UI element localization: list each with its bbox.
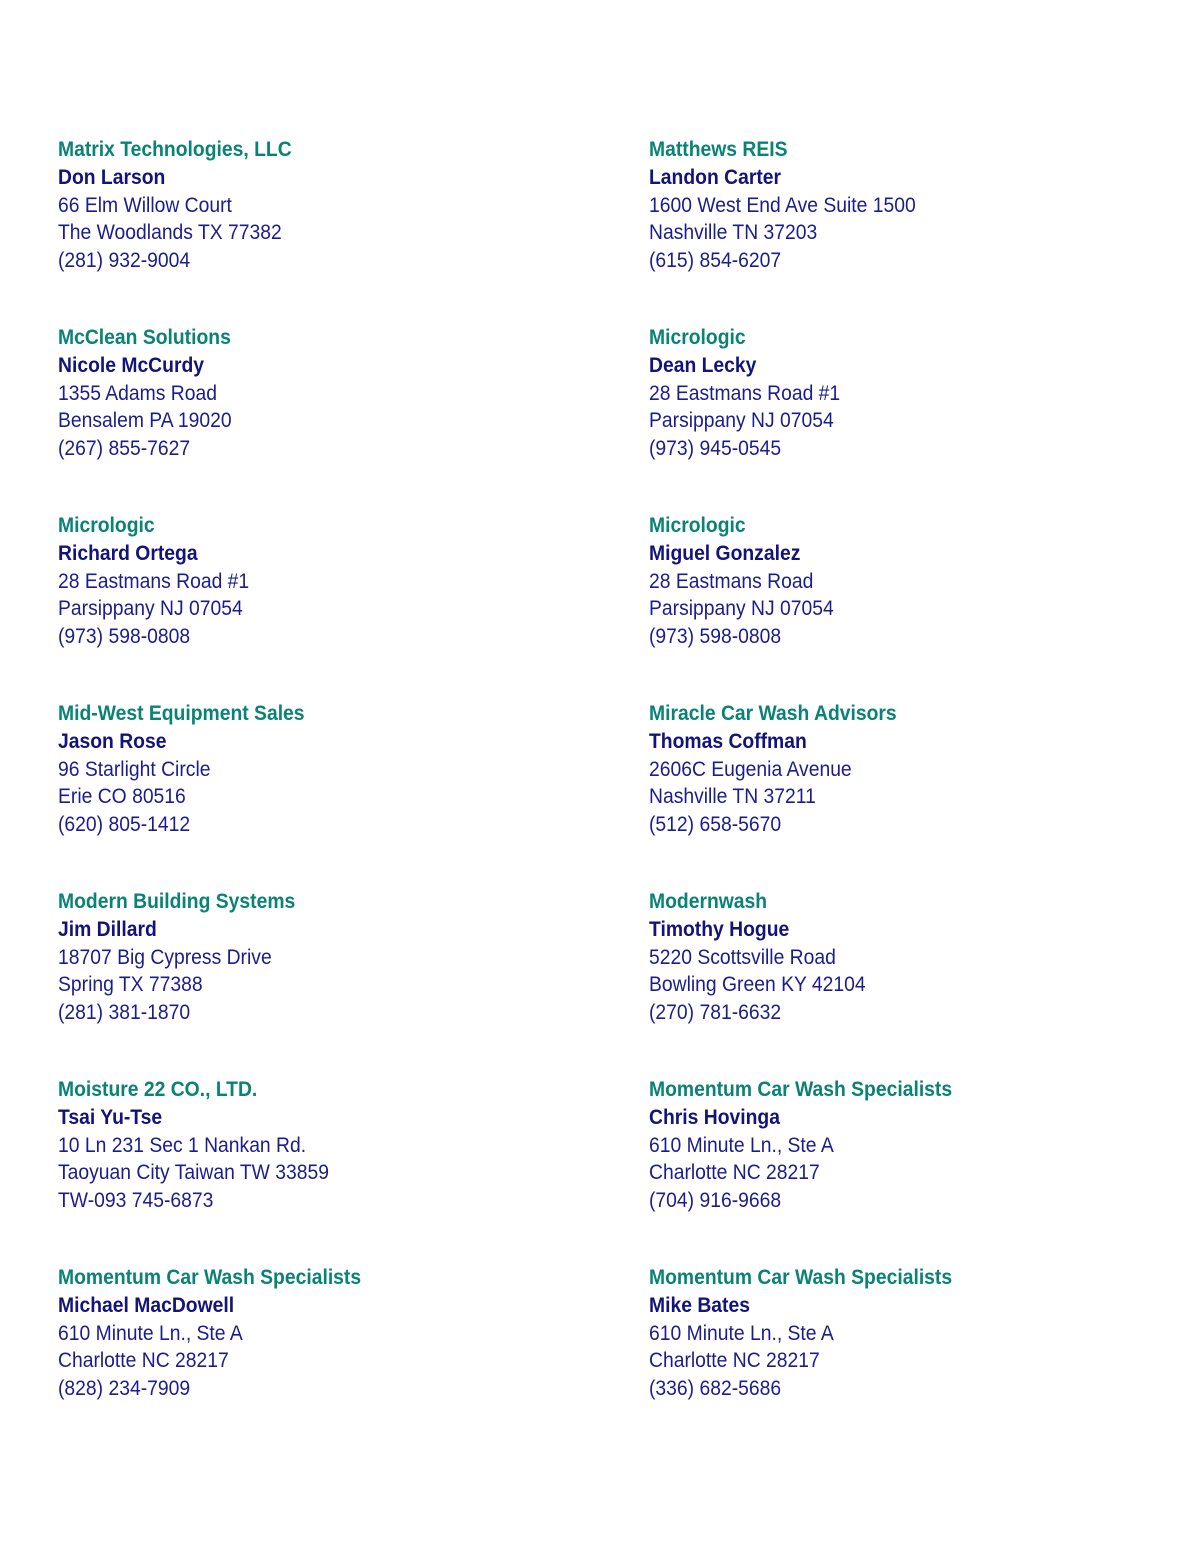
phone-number: (281) 381-1870 [58, 1001, 191, 1025]
city-state-zip: Parsippany NJ 07054 [649, 597, 834, 621]
company-name: Micrologic [649, 326, 746, 349]
phone-number: (704) 916-9668 [649, 1189, 782, 1213]
contact-entry [58, 1076, 649, 1264]
contact-entry [58, 700, 649, 888]
contact-name: Chris Hovinga [649, 1105, 780, 1129]
street-address: 28 Eastmans Road #1 [58, 569, 250, 593]
city-state-zip: Parsippany NJ 07054 [649, 409, 834, 433]
street-address: 1600 West End Ave Suite 1500 [649, 193, 916, 217]
contact-name: Timothy Hogue [649, 917, 790, 941]
contact-name: Landon Carter [649, 165, 782, 189]
contact-entry [649, 1264, 1158, 1452]
phone-number: (973) 598-0808 [58, 625, 191, 649]
contact-directory [58, 136, 1158, 1452]
contact-entry [58, 1264, 649, 1452]
contact-name: Richard Ortega [58, 541, 198, 565]
phone-number: (281) 932-9004 [58, 249, 191, 273]
street-address: 66 Elm Willow Court [58, 193, 232, 217]
contact-name: Nicole McCurdy [58, 353, 205, 377]
company-name: McClean Solutions [58, 326, 231, 349]
company-name: Modern Building Systems [58, 890, 296, 913]
company-name: Miracle Car Wash Advisors [649, 702, 897, 725]
street-address: 28 Eastmans Road [649, 569, 814, 593]
street-address: 5220 Scottsville Road [649, 945, 836, 969]
street-address: 610 Minute Ln., Ste A [649, 1321, 834, 1345]
city-state-zip: Charlotte NC 28217 [58, 1349, 229, 1373]
company-name: Moisture 22 CO., LTD. [58, 1078, 258, 1101]
street-address: 610 Minute Ln., Ste A [649, 1133, 834, 1157]
street-address: 18707 Big Cypress Drive [58, 945, 272, 969]
contact-name: Dean Lecky [649, 353, 757, 377]
company-name: Mid-West Equipment Sales [58, 702, 305, 725]
street-address: 1355 Adams Road [58, 381, 217, 405]
street-address: 2606C Eugenia Avenue [649, 757, 852, 781]
contact-name: Tsai Yu-Tse [58, 1105, 163, 1129]
contact-entry [58, 324, 649, 512]
contact-entry [58, 136, 649, 324]
contact-entry [649, 512, 1158, 700]
company-name: Modernwash [649, 890, 768, 913]
phone-number: (828) 234-7909 [58, 1377, 191, 1401]
street-address: 96 Starlight Circle [58, 757, 211, 781]
city-state-zip: Erie CO 80516 [58, 785, 186, 809]
company-name: Matthews REIS [649, 138, 788, 161]
phone-number: (270) 781-6632 [649, 1001, 782, 1025]
phone-number: (973) 598-0808 [649, 625, 782, 649]
contact-entry [649, 136, 1158, 324]
contact-name: Don Larson [58, 165, 166, 189]
city-state-zip: The Woodlands TX 77382 [58, 221, 282, 245]
company-name: Micrologic [649, 514, 746, 537]
contact-entry [649, 324, 1158, 512]
phone-number: (336) 682-5686 [649, 1377, 782, 1401]
city-state-zip: Taoyuan City Taiwan TW 33859 [58, 1161, 329, 1185]
company-name: Momentum Car Wash Specialists [58, 1266, 362, 1289]
street-address: 10 Ln 231 Sec 1 Nankan Rd. [58, 1133, 307, 1157]
contact-entry [58, 512, 649, 700]
city-state-zip: Charlotte NC 28217 [649, 1161, 820, 1185]
phone-number: (973) 945-0545 [649, 437, 782, 461]
company-name: Micrologic [58, 514, 155, 537]
contact-entry [649, 700, 1158, 888]
street-address: 610 Minute Ln., Ste A [58, 1321, 243, 1345]
phone-number: (615) 854-6207 [649, 249, 782, 273]
company-name: Matrix Technologies, LLC [58, 138, 292, 161]
phone-number: (267) 855-7627 [58, 437, 191, 461]
phone-number: TW-093 745-6873 [58, 1189, 214, 1213]
city-state-zip: Bensalem PA 19020 [58, 409, 232, 433]
contact-entry [58, 888, 649, 1076]
city-state-zip: Charlotte NC 28217 [649, 1349, 820, 1373]
city-state-zip: Spring TX 77388 [58, 973, 203, 997]
phone-number: (512) 658-5670 [649, 813, 782, 837]
contact-name: Miguel Gonzalez [649, 541, 801, 565]
phone-number: (620) 805-1412 [58, 813, 191, 837]
city-state-zip: Bowling Green KY 42104 [649, 973, 866, 997]
contact-name: Jim Dillard [58, 917, 157, 941]
street-address: 28 Eastmans Road #1 [649, 381, 841, 405]
city-state-zip: Nashville TN 37211 [649, 785, 816, 809]
contact-entry [649, 1076, 1158, 1264]
company-name: Momentum Car Wash Specialists [649, 1266, 953, 1289]
contact-name: Michael MacDowell [58, 1293, 235, 1317]
contact-name: Mike Bates [649, 1293, 750, 1317]
city-state-zip: Nashville TN 37203 [649, 221, 818, 245]
company-name: Momentum Car Wash Specialists [649, 1078, 953, 1101]
contact-name: Thomas Coffman [649, 729, 807, 753]
contact-name: Jason Rose [58, 729, 167, 753]
contact-entry [649, 888, 1158, 1076]
city-state-zip: Parsippany NJ 07054 [58, 597, 243, 621]
